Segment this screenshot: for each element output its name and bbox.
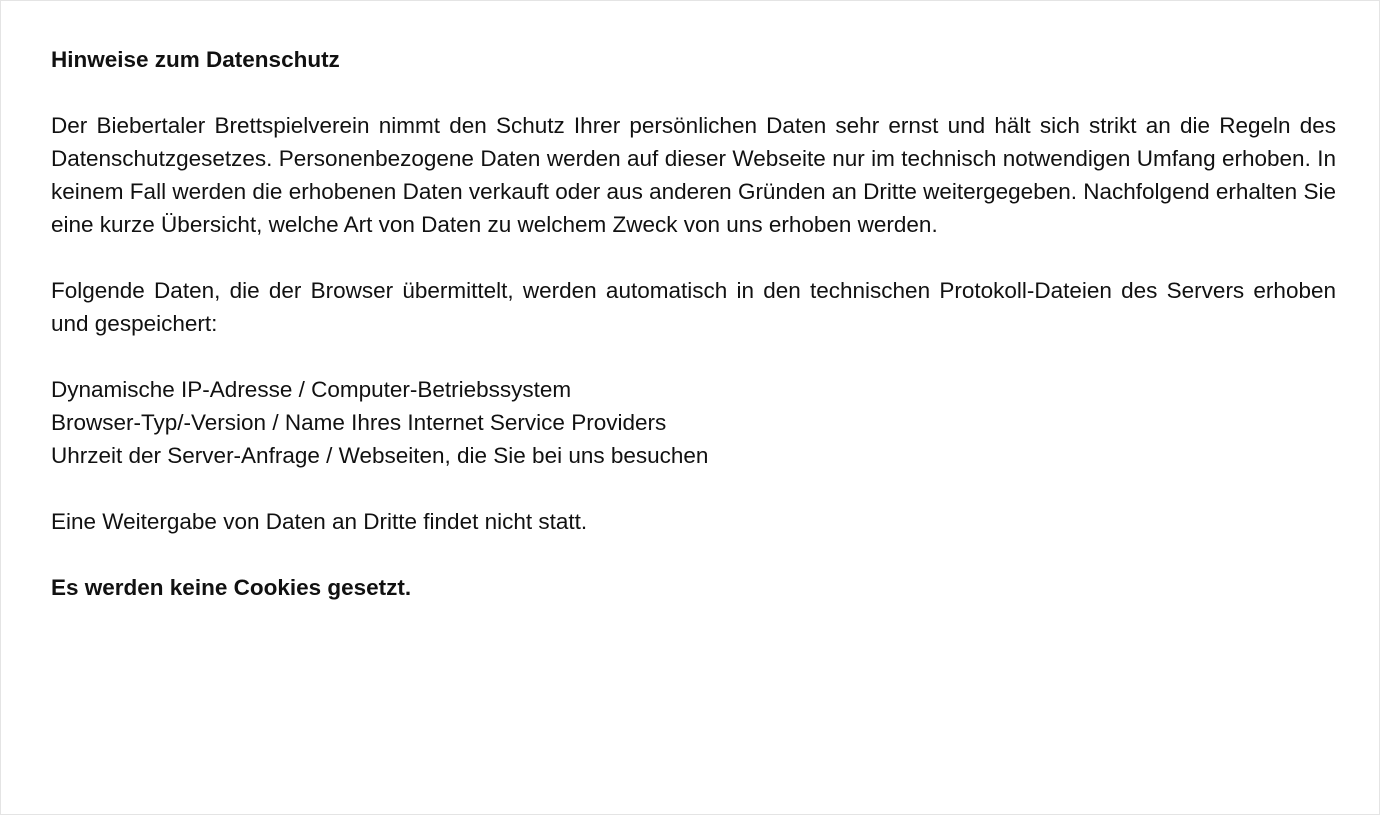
page-title: Hinweise zum Datenschutz	[51, 47, 340, 72]
intro-paragraph: Der Biebertaler Brettspielverein nimmt den Schutz Ihrer persönlichen Daten sehr ernst und hält sich strikt an die Regeln des Datenschutzgesetzes. Personenbezogene Daten werden auf dieser Webseite nur im technisch notwendigen Umfang erhoben. In keinem Fall werden die erhobenen Daten verkauft oder aus anderen Gründen an Dritte weitergegeben. Nachfolgend erhalten Sie eine kurze Übersicht, welche Art von Daten zu welchem Zweck von uns erhoben werden.	[51, 113, 1336, 237]
collected-data-list	[51, 373, 1336, 472]
cookie-notice: Es werden keine Cookies gesetzt.	[51, 575, 412, 600]
list-item: Browser-Typ/-Version / Name Ihres Internet Service Providers	[51, 410, 667, 435]
privacy-content	[51, 43, 1336, 604]
list-item: Uhrzeit der Server-Anfrage / Webseiten, die Sie bei uns besuchen	[51, 443, 709, 468]
third-party-notice: Eine Weitergabe von Daten an Dritte findet nicht statt.	[51, 509, 588, 534]
list-item: Dynamische IP-Adresse / Computer-Betriebssystem	[51, 377, 572, 402]
collected-data-intro: Folgende Daten, die der Browser übermittelt, werden automatisch in den technischen Protokoll-Dateien des Servers erhoben und gespeichert:	[51, 278, 1336, 336]
